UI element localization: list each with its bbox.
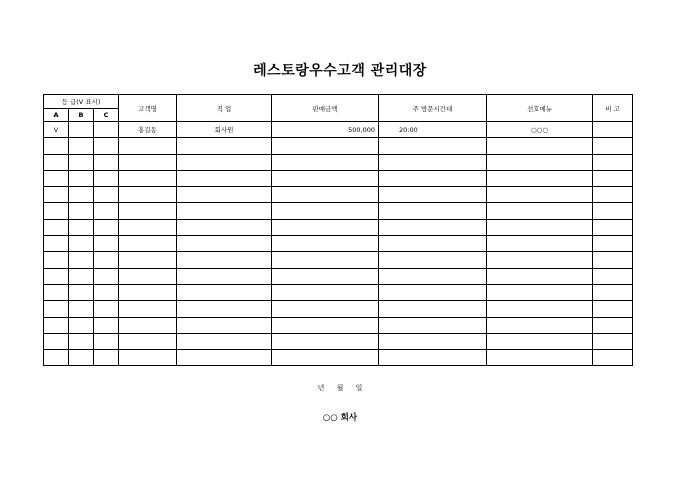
favorite-menu-cell [487,268,593,284]
sales-amount-cell [272,236,379,252]
favorite-menu-cell [487,187,593,203]
remarks-cell [593,333,633,349]
visit-time-cell [379,301,487,317]
sales-amount-cell [272,317,379,333]
occupation-cell [177,138,272,154]
visit-time-cell [379,219,487,235]
grade-a-cell [44,154,69,170]
remarks-cell [593,138,633,154]
visit-time-cell: 20:00 [379,122,487,138]
customer-name-cell [119,350,177,366]
table-row [44,187,633,203]
grade-a-cell [44,268,69,284]
table-row [44,154,633,170]
grade-a-cell [44,252,69,268]
remarks-cell [593,203,633,219]
grade-a-cell [44,333,69,349]
table-row [44,284,633,300]
grade-c-cell [94,187,119,203]
visit-time-cell [379,187,487,203]
visit-time-cell [379,268,487,284]
table-row [44,138,633,154]
favorite-menu-cell [487,236,593,252]
table-row [44,252,633,268]
sales-amount-cell [272,170,379,186]
date-line: 년 월 일 [317,384,363,392]
visit-time-cell [379,138,487,154]
grade-a-cell [44,187,69,203]
grade-c-cell [94,284,119,300]
favorite-menu-cell [487,301,593,317]
grade-b-cell [69,122,94,138]
favorite-menu-cell [487,203,593,219]
grade-c-cell [94,122,119,138]
grade-c-cell [94,154,119,170]
grade-c-cell [94,301,119,317]
favorite-menu-cell [487,138,593,154]
grade-b-cell [69,187,94,203]
sales-amount-cell [272,219,379,235]
table-row [44,350,633,366]
grade-b-cell [69,301,94,317]
grade-b-cell [69,170,94,186]
customer-name-cell [119,333,177,349]
grade-c-cell [94,317,119,333]
occupation-cell [177,154,272,170]
customer-name-cell: 홍길동 [119,122,177,138]
grade-c-cell [94,138,119,154]
grade-c-cell [94,203,119,219]
grade-b-cell [69,284,94,300]
grade-b-cell [69,252,94,268]
table-row [44,301,633,317]
occupation-cell [177,170,272,186]
occupation-cell [177,350,272,366]
customer-name-cell [119,170,177,186]
remarks-cell [593,317,633,333]
visit-time-cell [379,252,487,268]
table-row [44,219,633,235]
remarks-cell [593,350,633,366]
grade-b-cell [69,317,94,333]
visit-time-cell [379,350,487,366]
grade-c-cell [94,268,119,284]
customer-name-cell [119,301,177,317]
table-row [44,122,633,138]
sales-amount-cell [272,138,379,154]
remarks-cell [593,122,633,138]
remarks-cell [593,268,633,284]
remarks-cell [593,187,633,203]
occupation-cell [177,333,272,349]
grade-b-cell [69,154,94,170]
favorite-menu-cell [487,333,593,349]
table-row [44,203,633,219]
visit-time-cell [379,203,487,219]
grade-a-header: A [44,109,69,122]
remarks-cell [593,154,633,170]
grade-c-cell [94,219,119,235]
grade-a-cell [44,284,69,300]
customer-name-cell [119,317,177,333]
sales-amount-cell [272,301,379,317]
visit-time-cell [379,154,487,170]
visit-time-cell [379,284,487,300]
occupation-cell [177,203,272,219]
customer-ledger-table [43,94,633,366]
favorite-menu-cell [487,284,593,300]
sales-amount-cell [272,284,379,300]
grade-a-cell [44,170,69,186]
grade-a-cell [44,236,69,252]
table-row [44,236,633,252]
table-row [44,333,633,349]
grade-c-cell [94,333,119,349]
customer-name-cell [119,268,177,284]
customer-name-cell [119,138,177,154]
sales-amount-cell [272,203,379,219]
sales-amount-cell: 500,000 [272,122,379,138]
grade-b-cell [69,268,94,284]
sales-amount-cell [272,187,379,203]
occupation-cell [177,236,272,252]
grade-b-cell [69,138,94,154]
visit-time-cell [379,170,487,186]
sales-amount-cell [272,350,379,366]
occupation-cell [177,252,272,268]
customer-name-cell [119,203,177,219]
table-row [44,317,633,333]
remarks-cell [593,284,633,300]
customer-name-cell [119,219,177,235]
grade-a-cell [44,317,69,333]
grade-b-header: B [69,109,94,122]
customer-name-cell [119,252,177,268]
remarks-cell [593,170,633,186]
sales-amount-cell [272,252,379,268]
grade-b-cell [69,350,94,366]
grade-a-cell [44,301,69,317]
favorite-menu-cell [487,154,593,170]
sales-amount-cell [272,333,379,349]
document-title: 레스토랑우수고객 관리대장 [253,63,427,79]
ledger-body [44,122,633,366]
grade-b-cell [69,236,94,252]
grade-c-cell [94,350,119,366]
occupation-cell [177,187,272,203]
table-row [44,268,633,284]
grade-a-cell [44,350,69,366]
customer-name-cell [119,236,177,252]
remarks-cell [593,236,633,252]
sales-amount-header: 판매금액 [272,95,379,122]
grade-a-cell [44,203,69,219]
grade-b-cell [69,219,94,235]
occupation-cell [177,317,272,333]
grade-a-cell [44,138,69,154]
favorite-menu-cell [487,317,593,333]
occupation-cell: 회사원 [177,122,272,138]
customer-name-cell [119,284,177,300]
customer-name-header: 고객명 [119,95,177,122]
occupation-cell [177,219,272,235]
visit-time-header: 주 방문시간대 [379,95,487,122]
grade-header: 등 급(V 표시) [44,95,119,109]
occupation-cell [177,284,272,300]
remarks-cell [593,301,633,317]
favorite-menu-cell [487,252,593,268]
grade-b-cell [69,203,94,219]
customer-name-cell [119,187,177,203]
occupation-cell [177,268,272,284]
grade-c-cell [94,252,119,268]
grade-a-cell: V [44,122,69,138]
grade-a-cell [44,219,69,235]
grade-c-header: C [94,109,119,122]
remarks-header: 비 고 [593,95,633,122]
customer-name-cell [119,154,177,170]
occupation-header: 직 업 [177,95,272,122]
remarks-cell [593,252,633,268]
table-row [44,170,633,186]
company-name: ○○ 회사 [322,413,358,423]
favorite-menu-header: 선호메뉴 [487,95,593,122]
favorite-menu-cell [487,170,593,186]
header-row [44,95,633,109]
remarks-cell [593,219,633,235]
grade-c-cell [94,236,119,252]
favorite-menu-cell [487,350,593,366]
visit-time-cell [379,236,487,252]
visit-time-cell [379,333,487,349]
grade-b-cell [69,333,94,349]
favorite-menu-cell [487,219,593,235]
occupation-cell [177,301,272,317]
sales-amount-cell [272,268,379,284]
visit-time-cell [379,317,487,333]
grade-c-cell [94,170,119,186]
favorite-menu-cell: ○○○ [487,122,593,138]
sales-amount-cell [272,154,379,170]
